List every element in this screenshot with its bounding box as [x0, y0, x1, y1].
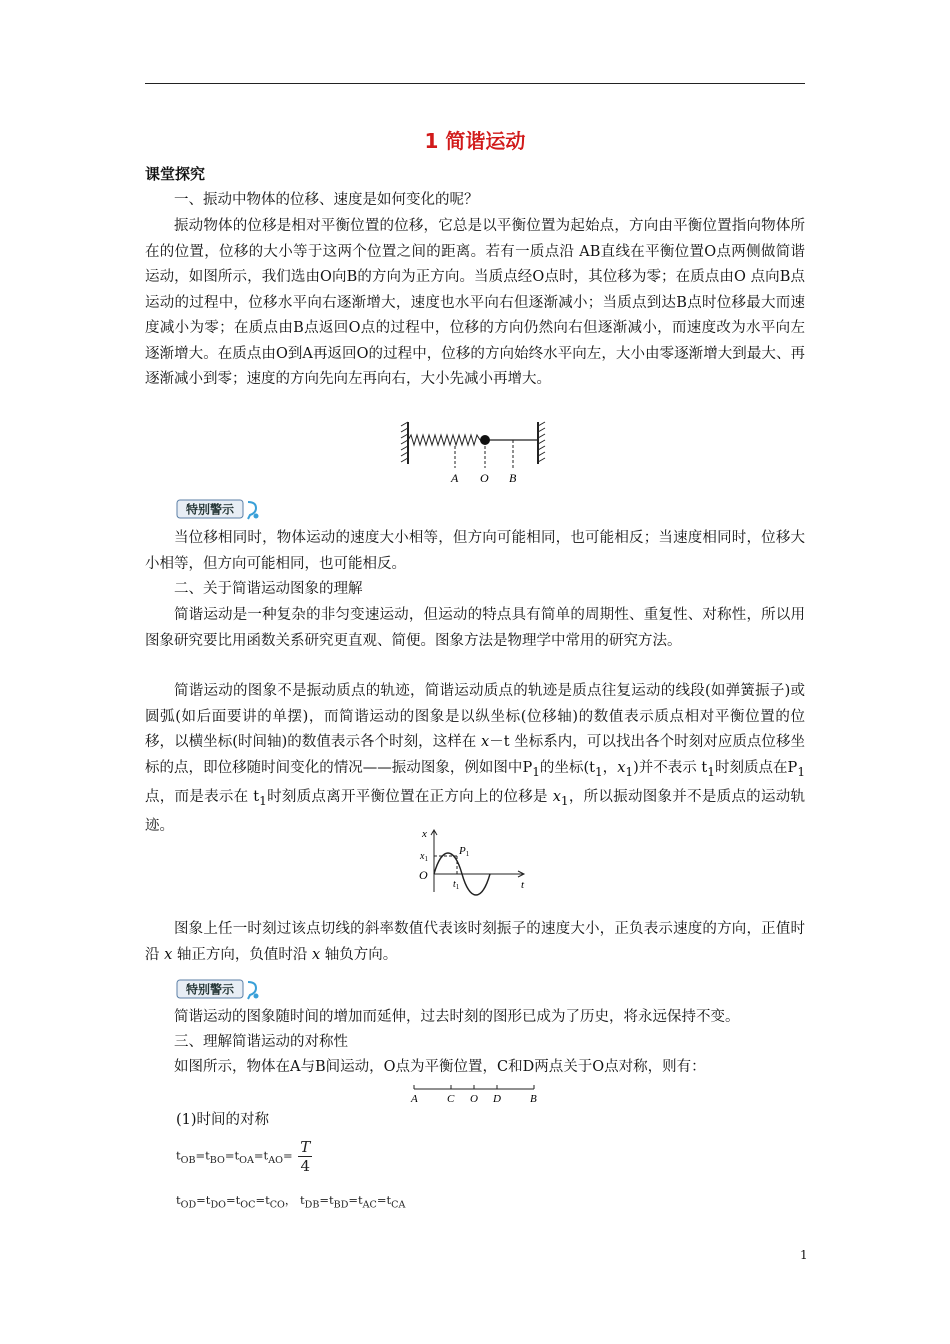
x1-label: $x_1$ [420, 851, 428, 863]
paragraph-5: 如图所示，物体在A与B间运动，O点为平衡位置，C和D两点关于O点对称，则有： [174, 1059, 706, 1075]
label-a: A [451, 471, 459, 485]
section-label: 课堂探究 [145, 165, 206, 183]
page-title: 1 简谐运动 [424, 129, 526, 153]
t1-label: $t_1$ [453, 879, 460, 891]
heading-3: 三、理解简谐运动的对称性 [174, 1034, 348, 1050]
heading-2: 二、关于简谐运动图象的理解 [174, 581, 363, 597]
symmetry-line-figure [408, 1080, 543, 1106]
paragraph-2: 简谐运动是一种复杂的非匀变速运动，但运动的特点具有简单的周期性、重复性、对称性，所以用图象研究要比用函数关系研究更直观、简便。图象方法是物理学中常用的研究方法。 [145, 607, 805, 649]
header-rule [145, 83, 805, 84]
line-label-c: C [447, 1093, 455, 1105]
p1-label: P1 [459, 845, 470, 858]
warning-badge [176, 498, 268, 520]
page-number: 1 [800, 1248, 808, 1262]
badge-label-2: 特别警示 [185, 982, 235, 997]
badge-label: 特别警示 [185, 502, 235, 517]
note-1: 当位移相同时，物体运动的速度大小相等，但方向可能相同，也可能相反；当速度相同时，位移大小相等，但方向可能相同，也可能相反。 [145, 530, 805, 572]
heading-1: 一、振动中物体的位移、速度是如何变化的呢？ [174, 192, 479, 208]
paragraph-3: 简谐运动的图象不是振动质点的轨迹，简谐运动质点的轨迹是质点往复运动的线段(如弹簧振子)或圆弧(如后面要讲的单摆)，而简谐运动的图象是以纵坐标(位移轴)的数值表示质点相对平衡位置的位移，以横坐标(时间轴)的数值表示各个时刻，这样在 x－t 坐标系内，可以找出各个时刻对应质点位移坐标的点，即位移随时间变化的情况——振动图象，例如图中$P_1$的坐标($t_1$，$x_1$)并不表示 $t_1$时刻质点在$P_1$点，而是表示在 $t_1$时刻质点离开平衡位置在正方向上的位移是 $x_1$，所以振动图象并不是质点的运动轨迹。 [145, 683, 806, 835]
origin-label: O [419, 868, 428, 882]
vibration-graph-figure [415, 826, 533, 898]
label-b: B [509, 471, 517, 485]
note-2: 简谐运动的图象随时间的增加而延伸，过去时刻的图形已成为了历史，将永远保持不变。 [174, 1009, 740, 1025]
line-label-d: D [493, 1093, 501, 1105]
subheading-time-symmetry: (1)时间的对称 [176, 1112, 270, 1128]
formula-2: $t_{OD}=t_{DO}=t_{OC}=t_{CO}$， $t_{DB}=t_{BD}=t_{AC}=t_{CA}$ [176, 1193, 406, 1211]
formula-1: $t_{OB}=t_{BO}=t_{OA}=t_{AO}=$ $\frac{T}{4}$ [176, 1138, 311, 1175]
label-o: O [480, 471, 489, 485]
line-label-a: A [411, 1093, 418, 1105]
line-label-o: O [470, 1093, 478, 1105]
axis-t-label: t [521, 879, 525, 891]
warning-badge-2 [176, 978, 268, 1000]
paragraph-4: 图象上任一时刻过该点切线的斜率数值代表该时刻振子的速度大小，正负表示速度的方向，正值时沿 x 轴正方向，负值时沿 x 轴负方向。 [145, 921, 805, 963]
axis-x-label: x [422, 828, 427, 840]
line-label-b: B [530, 1093, 537, 1105]
paragraph-1: 振动物体的位移是相对平衡位置的位移，它总是以平衡位置为起始点，方向由平衡位置指向物体所在的位置，位移的大小等于这两个位置之间的距离。若有一质点沿 AB直线在平衡位置O点两侧做简谐运动，如图所示，我们选由O向B的方向为正方向。当质点经O点时，其位移为零；在质点由O 点向B点运动的过程中，位移水平向右逐渐增大，速度也水平向右但逐渐减小；当质点到达B点时位移最大而速度减小为零；在质点由B点返回O点的过程中，位移的方向仍然向右但逐渐减小，而速度改为水平向左逐渐增大。在质点由O到A再返回O的过程中，位移的方向始终水平向左，大小由零逐渐增大到最大、再逐渐减小到零；速度的方向先向左再向右，大小先减小再增大。 [145, 218, 805, 387]
spring-oscillator-figure [400, 418, 550, 490]
